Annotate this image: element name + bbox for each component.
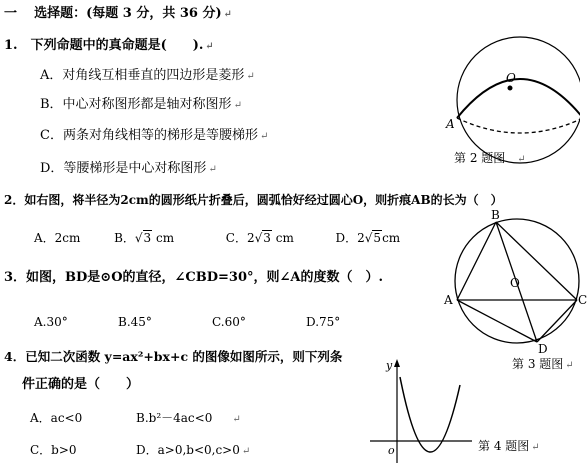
q4-stem-line2: 件正确的是（ ）: [22, 377, 140, 392]
fig3-side-bc: [496, 222, 577, 300]
q4-option-c: C．b>0: [30, 443, 77, 457]
q2-stem: 2．如右图，将半径为2cm的圆形纸片折叠后，圆弧恰好经过圆心O，则折痕AB的长为（ ）: [4, 193, 503, 207]
figure-3: [440, 205, 587, 355]
fig4-label-y: y: [386, 359, 393, 372]
q1-option-d: D．等腰梯形是中心对称图形 ↵: [40, 161, 217, 176]
fig3-chord-cd: [537, 300, 577, 342]
section-title: 选择题：(每题 3 分，共 36 分): [34, 6, 222, 21]
fig4-label-o: o: [388, 444, 395, 457]
q3-stem: 3．如图，BD是⊙O的直径，∠CBD=30°，则∠A的度数（ ）.: [4, 270, 384, 285]
figure-4: [360, 355, 475, 470]
fig2-caption: 第 2 题图 ↵: [454, 151, 526, 165]
fig3-label-b: B: [491, 208, 500, 222]
section-number: 一: [4, 6, 18, 21]
fig2-label-o: O: [506, 71, 516, 85]
fig2-dashed-arc: [457, 118, 580, 133]
q2-options: [34, 230, 400, 246]
q1-option-c: C．两条对角线相等的梯形是等腰梯形 ↵: [40, 128, 269, 143]
q1-option-b: B．中心对称图形都是轴对称图形 ↵: [40, 97, 242, 112]
fig2-circle: [457, 37, 580, 163]
fig3-caption: 第 3 题图 ↵: [512, 357, 574, 371]
fig3-label-d: D: [538, 342, 548, 355]
fig3-label-o: O: [510, 276, 520, 290]
fig3-label-a: A: [444, 293, 453, 307]
q3-option-c: C.60°: [212, 315, 246, 329]
fig2-fold-arc: [457, 79, 580, 118]
q4-option-d: D．a>0,b<0,c>0 ↵: [136, 443, 251, 457]
q2-option-b: B．√3 cm: [114, 231, 175, 245]
q4-option-b: B.b²－4ac<0 ↵: [136, 411, 241, 425]
q3-option-b: B.45°: [118, 315, 152, 329]
q3-option-d: D.75°: [306, 315, 341, 329]
q2-option-c: C．2√3 cm: [225, 231, 294, 245]
fig4-y-arrow: [394, 359, 400, 367]
fig3-label-c: C: [578, 293, 587, 307]
q3-option-a: A.30°: [34, 315, 68, 329]
q1-stem: 1. 下列命题中的真命题是( ). ↵: [4, 38, 214, 53]
spellcheck-underline: [4, 23, 18, 25]
fig2-label-a: A: [446, 117, 455, 131]
fig4-caption: 第 4 题图 ↵: [478, 439, 540, 453]
q4-stem-line1: 4．已知二次函数 y=ax²+bx+c 的图像如图所示，则下列条: [4, 349, 343, 364]
section-header: [4, 6, 232, 23]
q4-option-a: A．ac<0: [30, 411, 83, 425]
paragraph-mark: ↵: [223, 9, 233, 20]
q2-option-d: D．2√5cm: [335, 231, 401, 245]
figure-2: [440, 20, 580, 170]
fig2-center-point: [508, 86, 513, 91]
q2-option-a: A．2cm: [34, 231, 81, 245]
q1-option-a: A．对角线互相垂直的四边形是菱形 ↵: [40, 68, 255, 83]
